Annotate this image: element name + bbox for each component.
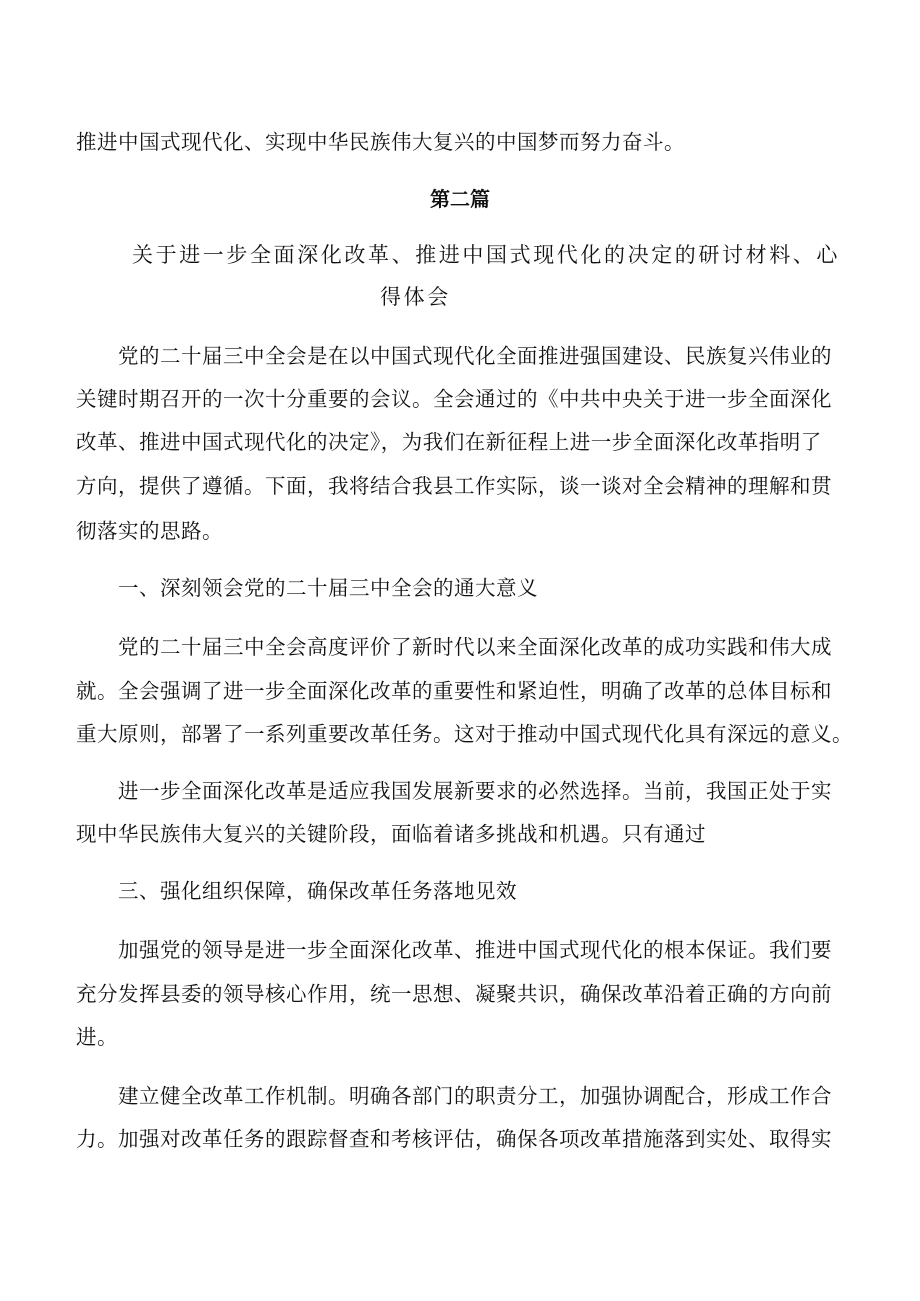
paragraph-line: 就。全会强调了进一步全面深化改革的重要性和紧迫性，明确了改革的总体目标和 (76, 679, 832, 703)
paragraph-line: 现中华民族伟大复兴的关键阶段，面临着诸多挑战和机遇。只有通过 (76, 822, 706, 846)
document-title-line-1: 关于进一步全面深化改革、推进中国式现代化的决定的研讨材料、心 (132, 243, 840, 267)
section-heading-one: 一、深刻领会党的二十届三中全会的通大意义 (118, 576, 538, 600)
paragraph-line: 党的二十届三中全会是在以中国式现代化全面推进强国建设、民族复兴伟业的 (118, 344, 832, 368)
document-title-line-2: 得体会 (380, 285, 451, 309)
paragraph-line: 力。加强对改革任务的跟踪督查和考核评估，确保各项改革措施落到实处、取得实 (76, 1127, 832, 1151)
paragraph-line: 进一步全面深化改革是适应我国发展新要求的必然选择。当前，我国正处于实 (118, 779, 832, 803)
paragraph-line: 彻落实的思路。 (76, 519, 223, 543)
continuation-text: 推进中国式现代化、实现中华民族伟大复兴的中国梦而努力奋斗。 (76, 130, 685, 154)
paragraph-line: 建立健全改革工作机制。明确各部门的职责分工，加强协调配合，形成工作合 (118, 1084, 832, 1108)
paragraph-line: 充分发挥县委的领导核心作用，统一思想、凝聚共识，确保改革沿着正确的方向前 (76, 982, 832, 1006)
paragraph-line: 进。 (76, 1025, 118, 1049)
paragraph-line: 关键时期召开的一次十分重要的会议。全会通过的《中共中央关于进一步全面深化 (76, 387, 832, 411)
paragraph-line: 重大原则，部署了一系列重要改革任务。这对于推动中国式现代化具有深远的意义。 (76, 722, 853, 746)
paragraph-line: 方向，提供了遵循。下面，我将结合我县工作实际，谈一谈对全会精神的理解和贯 (76, 474, 832, 498)
paragraph-line: 党的二十届三中全会高度评价了新时代以来全面深化改革的成功实践和伟大成 (118, 635, 832, 659)
paragraph-line: 改革、推进中国式现代化的决定》，为我们在新征程上进一步全面深化改革指明了 (76, 430, 822, 454)
section-heading: 第二篇 (430, 187, 490, 211)
section-heading-three: 三、强化组织保障，确保改革任务落地见效 (118, 879, 517, 903)
paragraph-line: 加强党的领导是进一步全面深化改革、推进中国式现代化的根本保证。我们要 (118, 938, 832, 962)
